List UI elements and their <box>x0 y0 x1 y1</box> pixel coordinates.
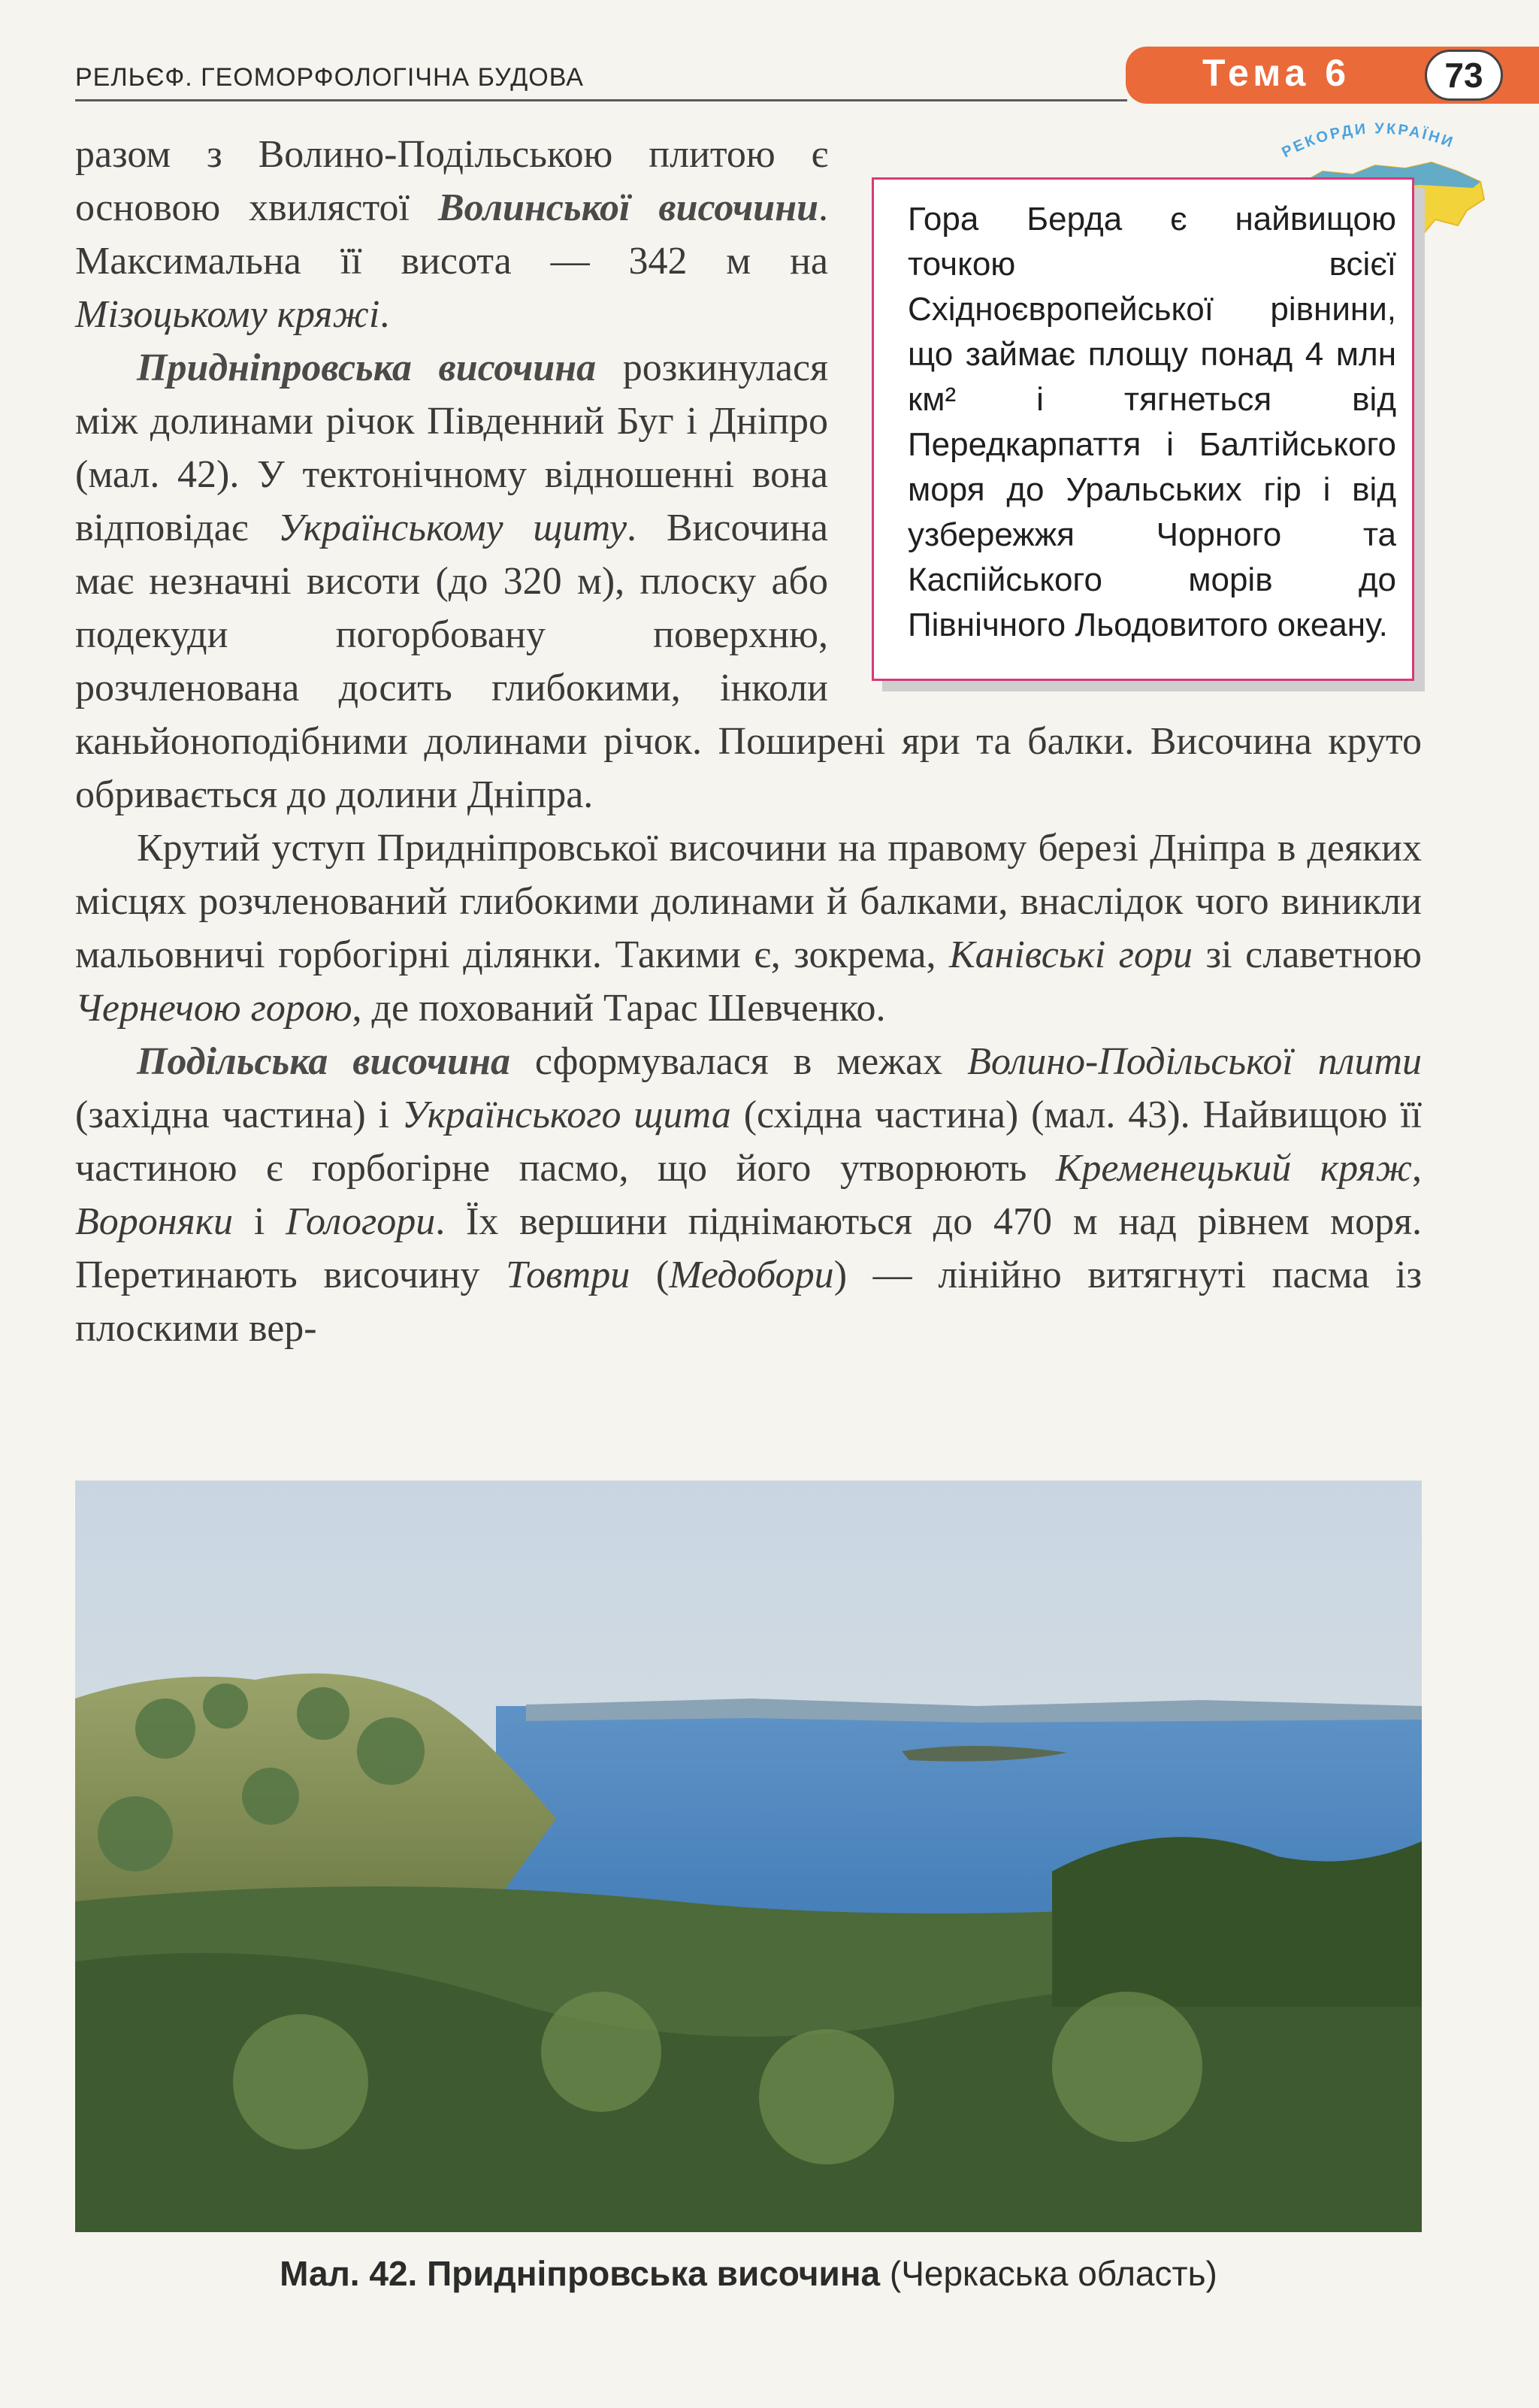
running-header-title: РЕЛЬЄФ. ГЕОМОРФОЛОГІЧНА БУДОВА <box>75 63 584 92</box>
term-podilska: Подільська височина <box>137 1040 510 1083</box>
figure-caption <box>75 2253 1422 2294</box>
caption-title: Мал. 42. Придніпровська височина <box>280 2254 881 2293</box>
body-text <box>75 128 1422 1355</box>
place-ukr-shield: Українському щиту <box>277 507 627 549</box>
fact-box-text: Гора Берда є найвищою точкою всієї Східноєвропейської рівнини, що займає площу понад 4 млн км² і тягнеться від Передкарпаття і Балтійського моря до Уральських гір і від узбережжя Чорного та Каспійського морів до Північного Льодовитого океану. <box>908 201 1396 643</box>
paragraph-volyn: разом з Волино-Подільською плитою є основою хвилястої Волинської височини. Максимальна її висота — 342 м на Мізоцькому кряжі. <box>75 133 828 336</box>
place-kaniv-hills: Канівські гори <box>949 933 1193 976</box>
term-volynska: Волинської височини <box>437 186 818 229</box>
caption-region: (Черкаська область) <box>880 2254 1217 2293</box>
sidebar-wrap-spacer <box>858 128 1422 699</box>
term-prydniprovska: Придніпровська височина <box>137 346 597 389</box>
theme-label: Тема 6 <box>1202 52 1351 94</box>
paragraph-prydniprovska: Придніпровська височина розкинулася між долинами річок Південний Буг і Дніпро (мал. 42). У тектонічному відношенні вона відповідає Українському щиту. Височина має незначні висоти (до 320 м), плоску або подекуди погорбовану поверхню, розчленована досить глибокими, інколи каньйоноподібними долинами річок. Поширені яри та балки. Височина круто обривається до долини Дніпра. <box>75 346 1422 816</box>
landscape-photo <box>75 1481 1422 2232</box>
emblem-arc-text: РЕКОРДИ УКРАЇНИ <box>1279 120 1457 162</box>
place-mizotskyi: Мізоцькому кряжі <box>75 293 380 336</box>
paragraph-kaniv: Крутий уступ Придніпровської височини на правому березі Дніпра в деяких місцях розчленований глибокими долинами й балками, внаслідок чого виникли мальовничі горбогірні ділянки. Такими є, зокрема, Канівські гори зі славетною Чернечою горою, де похований Тарас Шевченко. <box>75 827 1422 1030</box>
place-chernecha-hora: Чернечою горою <box>75 987 352 1030</box>
paragraph-podilska: Подільська височина сформувалася в межах Волино-Подільської плити (західна частина) і Українського щита (східна частина) (мал. 43). Найвищою її частиною є горбогірне пасмо, що його утворюють Кременецький кряж, Вороняки і Гологори. Їх вершини піднімаються до 470 м над рівнем моря. Перетинають височину Товтри (Медобори) — лінійно витягнуті пасма із плоскими вер- <box>75 1040 1422 1350</box>
page-number: 73 <box>1425 50 1503 101</box>
header-rule <box>75 99 1127 101</box>
